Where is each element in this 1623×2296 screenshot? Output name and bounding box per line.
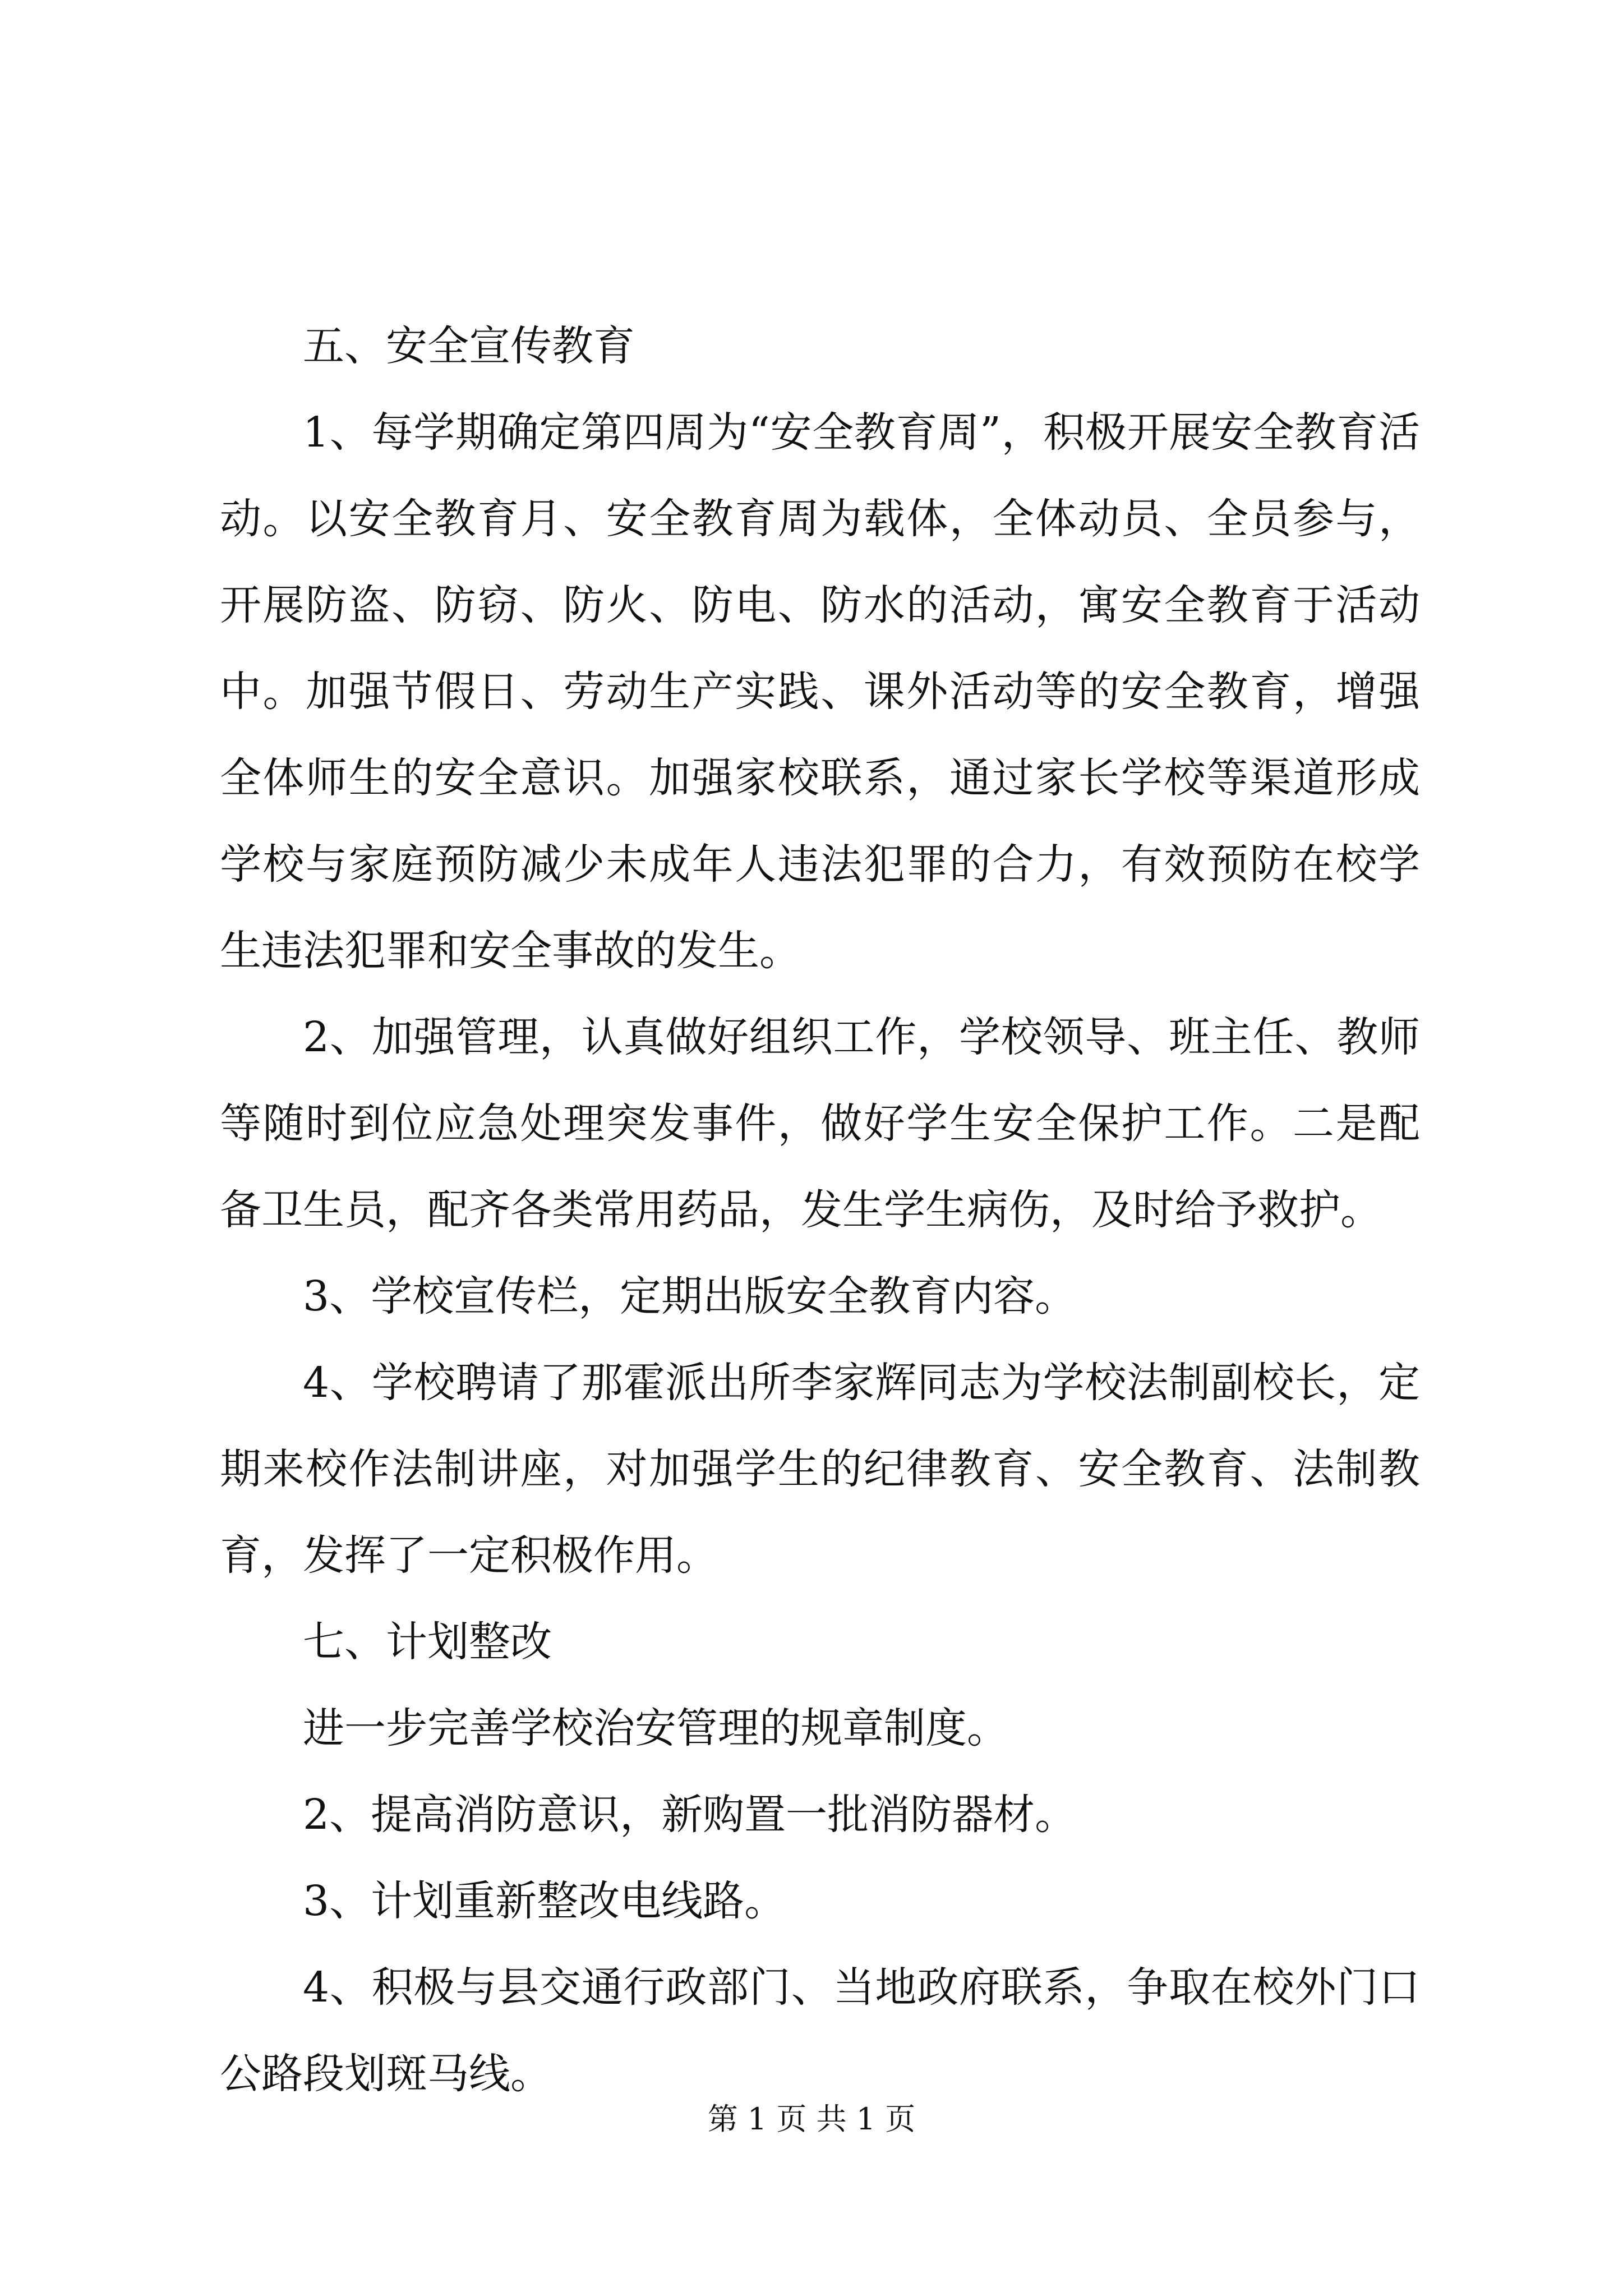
paragraph-fire-equipment: 2、提高消防意识，新购置一批消防器材。 xyxy=(303,1791,1077,1839)
section-heading-rectification-plan: 七、计划整改 xyxy=(303,1618,552,1666)
paragraph-bulletin-board: 3、学校宣传栏，定期出版安全教育内容。 xyxy=(303,1272,1077,1320)
paragraph-wiring: 3、计划重新整改电线路。 xyxy=(303,1877,786,1925)
paragraph-legal-vice-principal: 4、学校聘请了那霍派出所李家辉同志为学校法制副校长，定期来校作法制讲座，对加强学生的纪律教育、安全教育、法制教育，发挥了一定积极作用。 xyxy=(220,1359,1420,1580)
paragraph-management: 2、加强管理，认真做好组织工作，学校领导、班主任、教师等随时到位应急处理突发事件，做好学生安全保护工作。二是配备卫生员，配齐各类常用药品，发生学生病伤，及时给予救护。 xyxy=(220,1013,1420,1234)
paragraph-rules-improvement: 进一步完善学校治安管理的规章制度。 xyxy=(303,1704,1008,1752)
paragraph-safety-week: 1、每学期确定第四周为“安全教育周”，积极开展安全教育活动。以安全教育月、安全教育周为载体，全体动员、全员参与，开展防盗、防窃、防火、防电、防水的活动，寓安全教育于活动中。加强节假日、劳动生产实践、课外活动等的安全教育，增强全体师生的安全意识。加强家校联系，通过家长学校等渠道形成学校与家庭预防减少未成年人违法犯罪的合力，有效预防在校学生违法犯罪和安全事故的发生。 xyxy=(220,408,1420,975)
section-heading-safety-education: 五、安全宣传教育 xyxy=(303,322,635,370)
page-number-footer: 第 1 页 共 1 页 xyxy=(707,2101,916,2137)
paragraph-zebra-crossing: 4、积极与县交通行政部门、当地政府联系，争取在校外门口公路段划斑马线。 xyxy=(220,1963,1420,2098)
document-body xyxy=(220,303,1420,2117)
